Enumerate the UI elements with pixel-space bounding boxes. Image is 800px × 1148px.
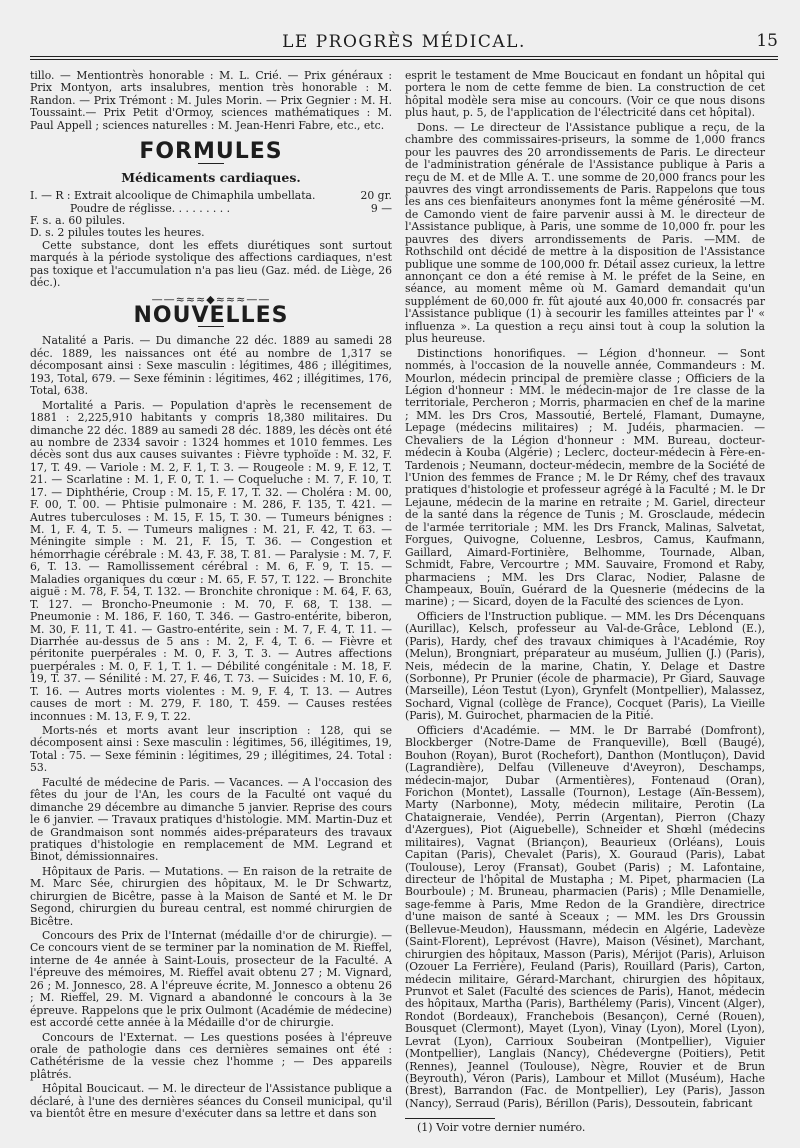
prescription-line <box>30 190 392 202</box>
boucicaut-continuation: esprit le testament de Mme Boucicaut en fondant un hôpital qui portera le nom de cette femme de bien. La construction de cet hôpital modèle sera mise au concours. (Voir ce que nous disons plus haut, p. 5, de l'application de l'électricité dans cet hôpital). <box>405 69 765 120</box>
header-rule <box>30 56 778 57</box>
concours-externat-paragraph: Concours de l'Externat. — Les questions posées à l'épreuve orale de pathologie dans ces dernières semaines ont été : Cathétérisme de la vessie chez l'homme ; — Des appareils plâtrés. <box>30 1030 392 1081</box>
mortalite-paragraph: Mortalité a Paris. — Population d'après le recensement de 1881 : 2,225,910 habitants y compris 18,380 militaires. Du dimanche 22 déc. 1889 au samedi 28 déc. 1889, les décès ont été au nombre de 2334 savoir : 1324 hommes et 1010 femmes. Les décès sont dus aux causes suivantes : Fièvre typhoïde : M. 32, F. 17, T. 49. — Variole : M. 2, F. 1, T. 3. — Rougeole : M. 9, F. 12, T. 21. — Scarlatine : M. 1, F. 0, T. 1. — Coqueluche : M. 7, F. 10, T. 17. — Diphthérie, Croup : M. 15, F. 17, T. 32. — Choléra : M. 00, F. 00, T. 00. — Phtisie pulmonaire : M. 286, F. 135, T. 421. — Autres tuberculoses : M. 15, F. 15, T. 30. — Tumeurs bénignes : M. 1, F. 4, T. 5. — Tumeurs malignes : M. 21, F. 42, T. 63. — Méningite simple : M. 21, F. 15, T. 36. — Congestion et hémorrhagie cérébrale : M. 43, F. 38, T. 81. — Paralysie : M. 7, F. 6, T. 13. — Ramollissement cérébral : M. 6, F. 9, T. 15. — Maladies organiques du cœur : M. 65, F. 57, T. 122. — Bronchite aiguë : M. 78, F. 54, T. 132. — Bronchite chronique : M. 64, F. 63, T. 127. — Broncho-Pneumonie : M. 70, F. 68, T. 138. — Pneumonie : M. 186, F. 160, T. 346. — Gastro-entérite, biberon, M. 30, F. 11, T. 41. — Gastro-entérite, sein : M. 7, F. 4, T. 11. — Diarrhée au-dessus de 5 ans : M. 2, F. 4, T. 6. — Fièvre et péritonite puerpérales : M. 0, F. 3, T. 3. — Autres affections puerpérales : M. 0, F. 1, T. 1. — Débilité congénitale : M. 18, F. 19, T. 37. — Sénilité : M. 27, F. 46, T. 73. — Suicides : M. 10, F. 6, T. 16. — Autres morts violentes : M. 9, F. 4, T. 13. — Autres causes de mort : M. 279, F. 180, T. 459. — Causes restées inconnues : M. 13, F. 9, T. 22. <box>30 398 392 723</box>
faculte-paragraph: Faculté de médecine de Paris. — Vacances. — A l'occasion des fêtes du jour de l'An, les cours de la Faculté ont vaqué du dimanche 29 décembre au dimanche 5 janvier. Reprise des cours le 6 janvier. — Travaux pratiques d'histologie. MM. Martin-Duz et de Grandmaison sont nommés aides-préparateurs des travaux pratiques d'histologie en remplacement de MM. Legrand et Binot, démissionnaires. <box>30 775 392 864</box>
hopitaux-paragraph: Hôpitaux de Paris. — Mutations. — En raison de la retraite de M. Marc Sée, chirurgien des hôpitaux, M. le Dr Schwartz, chirurgien de Bicêtre, passe à la Maison de Santé et M. le Dr Segond, chirurgien du bureau central, est nommé chirurgien de Bicêtre. <box>30 864 392 928</box>
left-column <box>30 70 392 1123</box>
page-number: 15 <box>756 31 778 51</box>
right-column <box>405 70 765 1137</box>
formules-heading: FORMULES <box>139 139 283 165</box>
nouvelles-heading: NOUVELLES <box>133 303 289 328</box>
prescription-ingredient: Poudre de réglisse. . . . . . . . . <box>70 201 231 215</box>
footnote: (1) Voir votre dernier numéro. <box>417 1121 586 1135</box>
prescription-ingredient: I. — R : Extrait alcoolique de Chimaphila umbellata. <box>30 189 316 203</box>
prix-list-paragraph: tillo. — Mentiontrès honorable : M. L. Crié. — Prix généraux : Prix Montyon, arts insalubres, mention très honorable : M. Randon. — Prix Trémont : M. Jules Morin. — Prix Gegnier : M. H. Toussaint.— Prix Petit d'Ormoy, sciences mathématiques : M. Paul Appell ; sciences naturelles : M. Jean-Henri Fabre, etc., etc. <box>30 69 392 132</box>
prescription-line: D. s. 2 pilules toutes les heures. <box>30 226 205 240</box>
formules-paragraph: Cette substance, dont les effets diurétiques sont surtout marqués à la période systolique des affections cardiaques, n'est pas toxique et l'accumulation n'a pas lieu (Gaz. méd. de Liège, 26 déc.). <box>30 238 392 290</box>
hopital-boucicaut-paragraph: Hôpital Boucicaut. — M. le directeur de l'Assistance publique a déclaré, à l'une des dernières séances du Conseil municipal, qu'il va bientôt être en mesure d'exécuter dans sa lettre et dans son <box>30 1082 392 1121</box>
footnote-rule <box>405 1118 495 1119</box>
morts-nes-paragraph: Morts-nés et morts avant leur inscription : 128, qui se décomposent ainsi : Sexe masculin : légitimes, 56, illégitimes, 19, Total : 75. — Sexe féminin : légitimes, 29 ; illégitimes, 24. Total : 53. <box>30 724 392 775</box>
concours-internat-paragraph: Concours des Prix de l'Internat (médaille d'or de chirurgie). — Ce concours vient de se terminer par la nomination de M. Rieffel, interne de 4e année à Saint-Louis, prosecteur de la Faculté. A l'épreuve des mémoires, M. Rieffel avait obtenu 27 ; M. Vignard, 26 ; M. Jonnesco, 28. A l'épreuve écrite, M. Jonnesco a obtenu 26 ; M. Rieffel, 29. M. Vignard a abandonné le concours à la 3e épreuve. Rappelons que le prix Oulmont (Académie de médecine) est accordé cette année à la Médaille d'or de chirurgie. <box>30 929 392 1030</box>
prescription-dose: 9 — <box>370 201 392 215</box>
header-rule-double <box>30 59 778 60</box>
officiers-instruction-paragraph: Officiers de l'Instruction publique. — MM. les Drs Décenquans (Aurillac), Kelsch, professeur au Val-de-Grâce, Leblond (E.), (Paris), Hardy, chef des travaux chimiques à l'Académie, Roy (Melun), Brongniart, préparateur au muséum, Jullien (J.) (Paris), Neis, médecin de la marine, Chatin, Y. Delage et Dastre (Sorbonne), Pr Prunier (école de pharmacie), Pr Giard, Sauvage (Marseille), Léon Testut (Lyon), Grynfelt (Montpellier), Malassez, Sochard, Vignal (collège de France), Cocquet (Paris), La Vieille (Paris), M. Guirochet, pharmacien de la Pitié. <box>405 609 765 723</box>
page-header <box>30 26 778 62</box>
running-head: LE PROGRÈS MÉDICAL. <box>282 32 526 52</box>
prescription-line: F. s. a. 60 pilules. <box>30 213 126 227</box>
dons-paragraph: Dons. — Le directeur de l'Assistance publique a reçu, de la chambre des commissaires-priseurs, la somme de 1,000 francs pour les pauvres des 20 arrondissements de Paris. Le directeur de l'administration générale de l'Assistance publique à Paris a reçu de M. et de Mlle A. T.. une somme de 20,000 francs pour les pauvres des vingt arrondissements de Paris. Rappelons que tous les ans ces bienfaiteurs anonymes font la même générosité —M. de Camondo vient de faire parvenir aussi à M. le directeur de l'Assistance publique, à Paris, une somme de 10,000 fr. pour les pauvres des divers arrondissements de Paris. —MM. de Rothschild ont décidé de mettre à la disposition de l'Assistance publique une somme de 100,000 fr. Détail assez curieux, la lettre annonçant ce don a été remise à M. le préfet de la Seine, en séance, au moment même où M. Gamard demandait qu'un supplément de 60,000 fr. fût ajouté aux 40,000 fr. consacrés par l'Assistance publique (1) à secourir les familles atteintes par l' « influenza ». La question a reçu ainsi tout à coup la solution la plus heureuse. <box>405 120 765 346</box>
prescription-dose: 20 gr. <box>360 189 392 203</box>
officiers-academie-paragraph: Officiers d'Académie. — MM. le Dr Barrabé (Domfront), Blockberger (Notre-Dame de Franqueville), Bœll (Baugé), Bouhon (Royan), Burot (Rochefort), Danthon (Montluçon), David (Lagrandière), Delfau (Villeneuve d'Aveyron), Deschamps, médecin-major, Dubar (Armentières), Fontenaud (Oran), Forichon (Montet), Lassalle (Tournon), Lestage (Aïn-Bessem), Marty (Narbonne), Moty, médecin militaire, Perotin (La Chataigneraie, Vendée), Perrin (Argentan), Pierron (Chazy d'Azergues), Piot (Aiguebelle), Schneider et Shœhl (médecins militaires), Vagnat (Briançon), Beaurieux (Orléans), Louis Capitan (Paris), Chevalet (Paris), X. Gouraud (Paris), Labat (Toulouse), Leroy (Fransat), Goubet (Paris) ; M. Lafontaine, directeur de l'hôpital de Mustapha ; M. Pipet, pharmacien (La Bourboule) ; M. Bruneau, pharmacien (Paris) ; Mlle Denamielle, sage-femme à Paris, Mme Redon de la Grandière, directrice d'une maison de santé à Sceaux ; — MM. les Drs Groussin (Bellevue-Meudon), Haussmann, médecin en Algérie, Ladevèze (Saint-Florent), Leprévost (Havre), Maison (Vésinet), Marchant, chirurgien des hôpitaux, Masson (Paris), Mérijot (Paris), Arluison (Ozouer La Ferrière), Feuland (Paris), Rouillard (Paris), Carton, médecin militaire, Gérard-Marchant, chirurgien des hôpitaux, Prunvot et Salet (Faculté des sciences de Paris), Hanot, médecin des hôpitaux, Martha (Paris), Barthélemy (Paris), Vincent (Alger), Rondot (Bordeaux), Franchebois (Besançon), Cerné (Rouen), Bousquet (Clermont), Mayet (Lyon), Vinay (Lyon), Morel (Lyon), Levrat (Lyon), Carrioux Soubeiran (Montpellier), Viguier (Montpellier), Langlais (Nancy), Chédevergne (Poitiers), Petit (Rennes), Jeannel (Toulouse), Nègre, Rouvier et de Brun (Beyrouth), Véron (Paris), Lambour et Millot (Muséum), Hache (Brest), Barrandon (Fac. de Montpellier), Ley (Paris), Jasson (Nancy), Serraud (Paris), Bérillon (Paris), Dessoutein, fabricant <box>405 723 765 1110</box>
section-ornament: ——≈≈≈◆≈≈≈—— <box>151 292 271 306</box>
formules-subheading: Médicaments cardiaques. <box>121 169 301 185</box>
distinctions-paragraph: Distinctions honorifiques. — Légion d'honneur. — Sont nommés, à l'occasion de la nouvelle année, Commandeurs : M. Mourlon, médecin principal de première classe ; Officiers de la Légion d'honneur : MM. le médecin-major de 1re classe de la territoriale, Percheron ; Morris, pharmacien en chef de la marine ; MM. les Drs Cros, Massoutié, Bertelé, Flamant, Dumayne, Lepage (médecins militaires) ; M. Judéis, pharmacien. — Chevaliers de la Légion d'honneur : MM. Bureau, docteur-médecin à Kouba (Algérie) ; Leclerc, docteur-médecin à Fère-en-Tardenois ; Neumann, docteur-médecin, membre de la Société de l'Union des femmes de France ; M. le Dr Rémy, chef des travaux pratiques d'histologie et professeur agrégé à la Faculté ; M. le Dr Lejaune, médecin de la marine en retraite ; M. Gariel, directeur de la santé dans la régence de Tunis ; M. Grosclaude, médecin de l'armée territoriale ; MM. les Drs Franck, Malinas, Salvetat, Forgues, Quivogne, Coluenne, Lesbros, Camus, Kaufmann, Gaillard, Aimard-Fortinière, Belhomme, Tournade, Alban, Schmidt, Fabre, Vercourtre ; MM. Sauvaire, Fromond et Raby, pharmaciens ; MM. les Drs Clarac, Nodier, Palasne de Champeaux, Bouïn, Guérard de la Quesnerie (médecins de la marine) ; — Sicard, doyen de la Faculté des sciences de Lyon. <box>405 346 765 609</box>
natalite-paragraph: Natalité a Paris. — Du dimanche 22 déc. 1889 au samedi 28 déc. 1889, les naissances ont été au nombre de 1,317 se décomposant ainsi : Sexe masculin : légitimes, 486 ; illégitimes, 193, Total, 679. — Sexe féminin : légitimes, 462 ; illégitimes, 176, Total, 638. <box>30 334 392 398</box>
